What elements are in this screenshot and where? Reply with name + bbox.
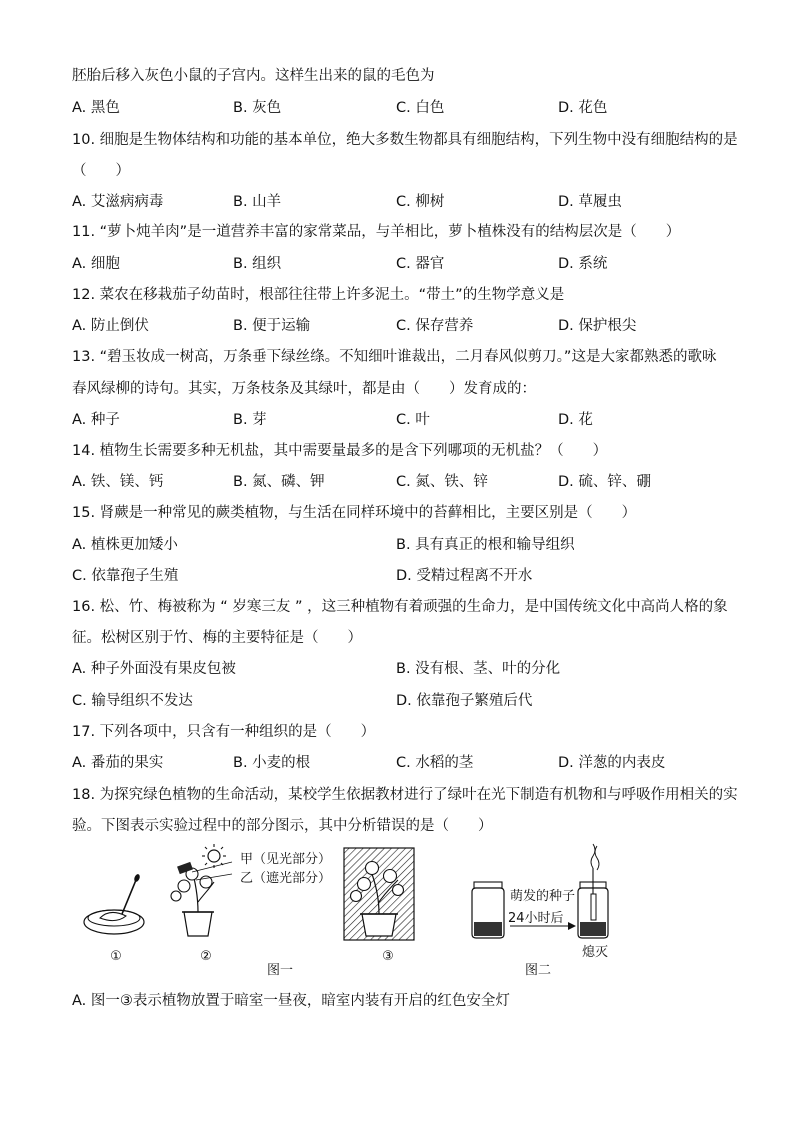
- q10-stem-bracket: （ ）: [72, 163, 130, 179]
- q9-option-d: D. 花色: [558, 100, 608, 116]
- arrow-head-icon: [568, 922, 576, 930]
- petri-dish-icon: [84, 873, 144, 934]
- q10-stem: 10. 细胞是生物体结构和功能的基本单位，绝大多数生物都具有细胞结构，下列生物中没有细胞结构的是: [72, 132, 738, 148]
- q10-option-d: D. 草履虫: [558, 194, 622, 210]
- potted-plant-icon: [171, 862, 232, 936]
- q17-option-a: A. 番茄的果实: [72, 755, 164, 771]
- q15-stem: 15. 肾蕨是一种常见的蕨类植物，与生活在同样环境中的苔藓相比，主要区别是（ ）: [72, 505, 637, 521]
- q13-option-b: B. 芽: [233, 412, 267, 428]
- label-jia: 甲（见光部分）: [240, 852, 332, 867]
- fig-num-1: ①: [110, 949, 122, 964]
- q14-option-c: C. 氮、铁、锌: [396, 474, 488, 490]
- q11-option-d: D. 系统: [558, 256, 608, 272]
- q17-option-d: D. 洋葱的内表皮: [558, 755, 666, 771]
- q12-option-b: B. 便于运输: [233, 318, 311, 334]
- q15-option-d: D. 受精过程离不开水: [396, 568, 533, 584]
- q12-option-a: A. 防止倒伏: [72, 318, 149, 334]
- q17-option-c: C. 水稻的茎: [396, 755, 474, 771]
- q15-option-b: B. 具有真正的根和输导组织: [396, 537, 575, 553]
- q15-option-c: C. 依靠孢子生殖: [72, 568, 179, 584]
- seeds-label: 萌发的种子: [510, 889, 576, 904]
- q18-option-a: A. 图一③表示植物放置于暗室一昼夜，暗室内装有开启的红色安全灯: [72, 993, 510, 1009]
- q9-option-a: A. 黑色: [72, 100, 120, 116]
- fig-num-2: ②: [200, 949, 212, 964]
- dark-box-plant-icon: [344, 848, 414, 940]
- q9-option-b: B. 灰色: [233, 100, 282, 116]
- label-yi: 乙（遮光部分）: [240, 871, 332, 886]
- q12-stem: 12. 菜农在移栽茄子幼苗时，根部往往带上许多泥土。“带土”的生物学意义是: [72, 287, 565, 303]
- q18-stem-cont: 验。下图表示实验过程中的部分图示，其中分析错误的是（ ）: [72, 818, 493, 834]
- q16-option-d: D. 依靠孢子繁殖后代: [396, 693, 533, 709]
- q11-option-c: C. 器官: [396, 256, 445, 272]
- seed-jar-right-icon: [578, 844, 608, 938]
- q13-option-a: A. 种子: [72, 412, 120, 428]
- q16-option-b: B. 没有根、茎、叶的分化: [396, 661, 561, 677]
- seed-jar-left-icon: [472, 882, 504, 938]
- q17-option-b: B. 小麦的根: [233, 755, 311, 771]
- experiment-figures: [72, 842, 712, 982]
- q14-option-b: B. 氮、磷、钾: [233, 474, 325, 490]
- q18-stem: 18. 为探究绿色植物的生命活动，某校学生依据教材进行了绿叶在光下制造有机物和与呼吸作用相关的实: [72, 787, 738, 803]
- q14-stem: 14. 植物生长需要多种无机盐，其中需要量最多的是含下列哪项的无机盐？（ ）: [72, 443, 608, 459]
- q16-option-c: C. 输导组织不发达: [72, 693, 193, 709]
- q13-option-c: C. 叶: [396, 412, 430, 428]
- q9-option-c: C. 白色: [396, 100, 445, 116]
- q10-option-b: B. 山羊: [233, 194, 282, 210]
- q11-stem: 11. “萝卜炖羊肉”是一道营养丰富的家常菜品，与羊相比，萝卜植株没有的结构层次是（ ）: [72, 224, 681, 240]
- q13-stem-cont: 春风绿柳的诗句。其实，万条枝条及其绿叶，都是由（ ）发育成的：: [72, 381, 536, 397]
- q11-option-a: A. 细胞: [72, 256, 120, 272]
- q15-option-a: A. 植株更加矮小: [72, 537, 178, 553]
- q13-option-d: D. 花: [558, 412, 593, 428]
- q12-option-c: C. 保存营养: [396, 318, 474, 334]
- fig2-caption: 图二: [524, 963, 552, 978]
- q14-option-d: D. 硫、锌、硼: [558, 474, 651, 490]
- q10-option-a: A. 艾滋病病毒: [72, 194, 164, 210]
- q14-option-a: A. 铁、镁、钙: [72, 474, 164, 490]
- fig-num-3: ③: [382, 949, 394, 964]
- q13-stem: 13. “碧玉妆成一树高，万条垂下绿丝绦。不知细叶谁裁出，二月春风似剪刀。”这是大家都熟悉的歌咏: [72, 349, 717, 365]
- q9-stem-end: 胚胎后移入灰色小鼠的子宫内。这样生出来的鼠的毛色为: [72, 68, 435, 84]
- q10-option-c: C. 柳树: [396, 194, 445, 210]
- q16-stem-cont: 征。松树区别于竹、梅的主要特征是（ ）: [72, 630, 362, 646]
- q16-option-a: A. 种子外面没有果皮包被: [72, 661, 236, 677]
- fig1-caption: 图一: [266, 963, 294, 978]
- q11-option-b: B. 组织: [233, 256, 282, 272]
- arrow-label: 24小时后: [508, 911, 564, 926]
- experiment-figure-svg: [72, 842, 712, 982]
- q12-option-d: D. 保护根尖: [558, 318, 637, 334]
- q16-stem: 16. 松、竹、梅被称为 “ 岁寒三友 ” ，这三种植物有着顽强的生命力，是中国传统文化中高尚人格的象: [72, 599, 728, 615]
- q17-stem: 17. 下列各项中，只含有一种组织的是（ ）: [72, 724, 376, 740]
- extinguish-label: 熄灭: [582, 945, 609, 960]
